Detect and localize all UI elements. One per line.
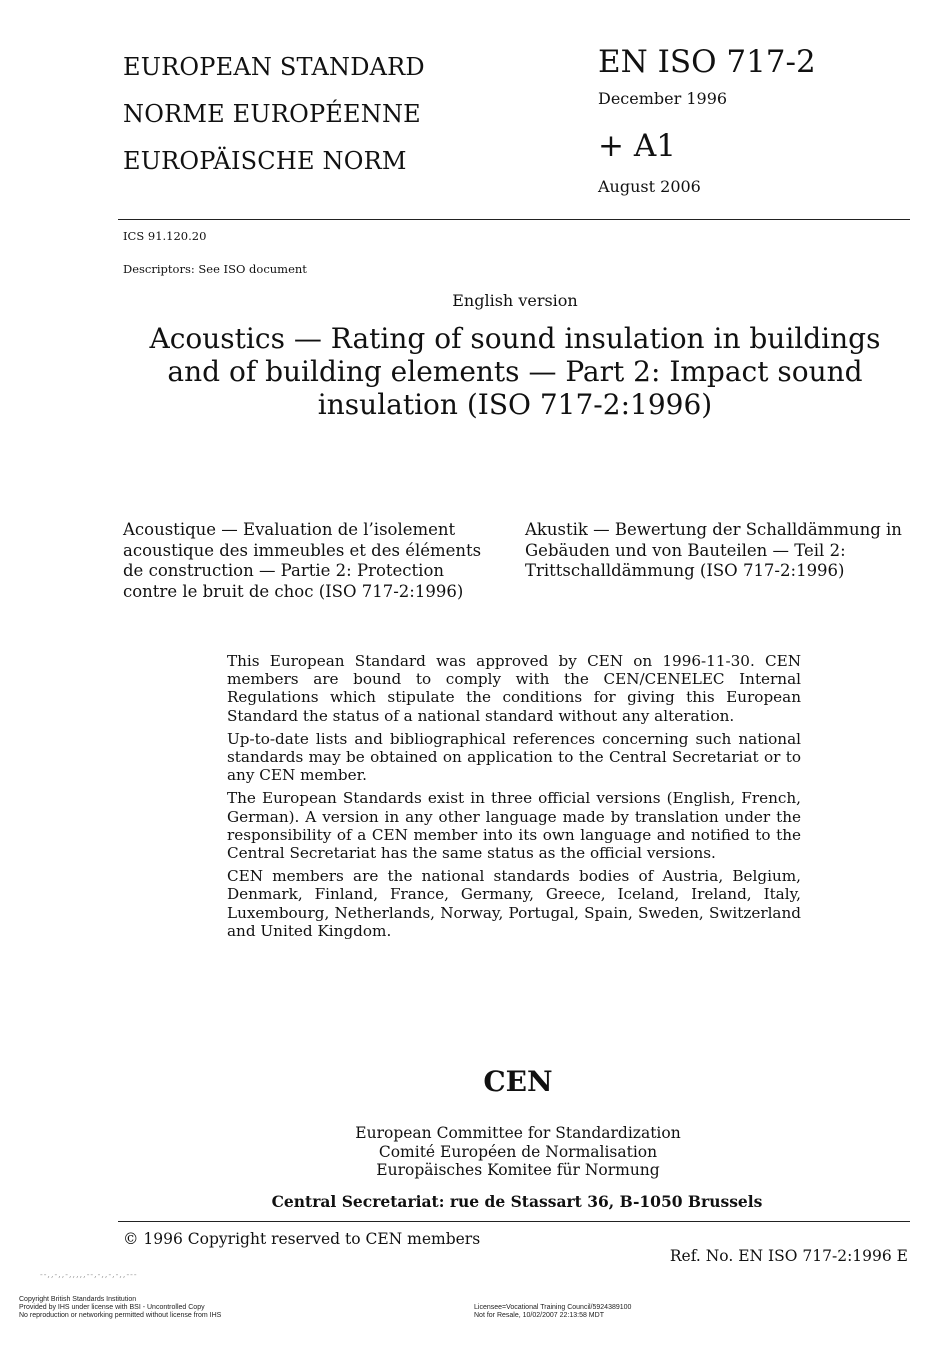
license-footer-left — [19, 1296, 221, 1320]
title-french-translation: Acoustique — Evaluation de l’isolement acoustique des immeubles et des éléments de construction — Partie 2: Protection contre le bruit de choc (ISO 717-2:1996) — [123, 520, 482, 601]
publication-date: December 1996 — [598, 89, 728, 108]
copyright-notice: © 1996 Copyright reserved to CEN members — [123, 1230, 481, 1248]
secretariat-address: Central Secretariat: rue de Stassart 36, B-1050 Brussels — [271, 1192, 763, 1211]
cen-logo-text: CEN — [483, 1065, 553, 1098]
title-german: EUROPÄISCHE NORM — [123, 147, 407, 175]
footer-line: Provided by IHS under license with BSI - Uncontrolled Copy — [19, 1304, 205, 1311]
versions-paragraph: The European Standards exist in three official versions (English, French, German). A version in any other language made by translation under the responsibility of a CEN member into its own language and notified to the Central Secretariat has the same status as the official versions. — [227, 789, 801, 863]
footer-divider — [118, 1221, 910, 1222]
footer-line: Not for Resale, 10/02/2007 22:13:58 MDT — [474, 1312, 604, 1319]
version-label: English version — [452, 291, 578, 310]
title-english: EUROPEAN STANDARD — [123, 53, 425, 81]
amendment-label: + A1 — [598, 128, 676, 164]
amendment-date: August 2006 — [598, 177, 701, 196]
footer-line: No reproduction or networking permitted without license from IHS — [19, 1312, 222, 1319]
approval-notice — [227, 652, 801, 945]
members-paragraph: CEN members are the national standards bodies of Austria, Belgium, Denmark, Finland, France, Germany, Greece, Iceland, Ireland, Italy, Luxembourg, Netherlands, Norway, Portugal, Spain, Sweden, Switzerland and United Kingdom. — [227, 867, 801, 940]
committee-english: European Committee for Standardization — [355, 1124, 681, 1142]
committee-french: Comité Européen de Normalisation — [378, 1142, 658, 1161]
footer-line: Copyright British Standards Institution — [19, 1296, 137, 1303]
header-divider — [118, 219, 910, 220]
references-paragraph: Up-to-date lists and bibliographical references concerning such national standards may be obtained on application to the Central Secretariat or to any CEN member. — [227, 729, 801, 785]
ics-code: ICS 91.120.20 — [123, 229, 207, 243]
title-french: NORME EUROPÉENNE — [123, 100, 421, 128]
committee-names — [0, 1124, 950, 1180]
reference-number: Ref. No. EN ISO 717-2:1996 E — [669, 1247, 908, 1265]
committee-german: Europäisches Komitee für Normung — [376, 1161, 660, 1179]
license-footer-right — [474, 1304, 631, 1320]
approval-paragraph: This European Standard was approved by CEN on 1996-11-30. CEN members are bound to comply with the CEN/CENELEC Internal Regulations which stipulate the conditions for giving this European Standard the status of a national standard without any alteration. — [227, 652, 801, 725]
title-german-translation: Akustik — Bewertung der Schalldämmung in Gebäuden und von Bauteilen — Teil 2: Trittschalldämmung (ISO 717-2:1996) — [525, 520, 902, 580]
dotted-mark: --,,-,,-,,,,,--,-,,-,-,,--- — [40, 1270, 138, 1279]
standard-type-titles — [123, 44, 425, 185]
standard-number: EN ISO 717-2 — [598, 44, 816, 80]
footer-line: Licensee=Vocational Training Council/5924389100 — [474, 1304, 632, 1311]
descriptors: Descriptors: See ISO document — [123, 262, 307, 276]
document-title: Acoustics — Rating of sound insulation in buildings and of building elements — Part 2: Impact sound insulation (ISO 717-2:1996) — [149, 322, 881, 421]
